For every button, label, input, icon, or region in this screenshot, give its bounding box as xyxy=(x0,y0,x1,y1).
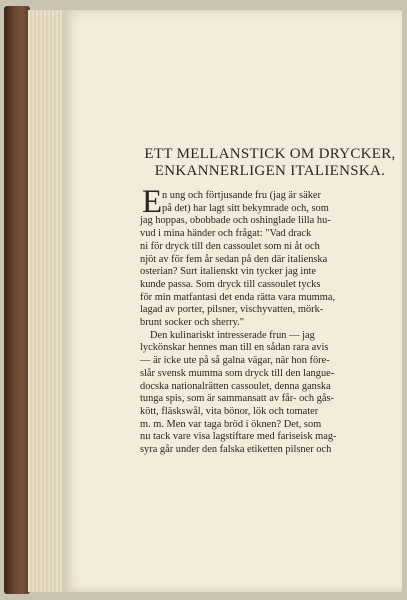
chapter-title-line-2: ENKANNERLIGEN ITALIENSKA. xyxy=(154,163,386,179)
text-line: ni för dryck till den cassoulet som ni åt och xyxy=(140,240,320,252)
text-line: Den kulinariskt intresserade frun — jag xyxy=(150,329,315,341)
chapter-title xyxy=(140,146,400,180)
text-line: lyckönskar hennes man till en sådan rara avis xyxy=(140,342,329,354)
text-line: tunga spis, som är sammansatt av får- och gås- xyxy=(140,393,334,405)
text-line: docska nationalrätten cassoulet, denna ganska xyxy=(140,380,331,392)
chapter-title-line-1: ETT MELLANSTICK OM DRYCKER, xyxy=(144,146,396,162)
text-line: för min matfantasi det enda rätta vara mumma, xyxy=(140,291,336,303)
text-line: osterian? Surt italienskt vin tycker jag inte xyxy=(140,266,317,278)
body-text xyxy=(140,190,390,457)
text-line: n ung och förtjusande fru (jag är säker xyxy=(162,190,321,201)
text-line: — är icke ute på så galna vägar, när hon före- xyxy=(140,355,330,367)
text-line: syra går under den falska etiketten pilsner och xyxy=(140,444,332,456)
text-line: lagad av porter, pilsner, vischyvatten, mörk- xyxy=(140,304,324,316)
text-line: jag hoppas, obobbade och oshinglade lilla hu- xyxy=(140,215,331,227)
text-line: m. m. Men var taga bröd i öknen? Det, som xyxy=(140,418,322,430)
text-line: nu tack vare visa lagstiftare med fariseisk mag- xyxy=(140,431,337,443)
text-line: kunde passa. Som dryck till cassoulet tycks xyxy=(140,278,321,290)
text-line: brunt socker och sherry." xyxy=(140,317,244,329)
text-line: njöt av för fem år sedan på den där italienska xyxy=(140,253,328,265)
drop-cap: E xyxy=(142,184,163,220)
text-line: slår svensk mumma som dryck till den langue- xyxy=(140,367,335,379)
text-line: vud i mina händer och frågat: "Vad drack xyxy=(140,228,312,240)
page-edges xyxy=(28,10,62,592)
text-line: kött, fläskswål, vita bönor, lök och tomater xyxy=(140,405,319,417)
book-cover-spine xyxy=(4,6,30,594)
text-line: på det) har lagt sitt bekymrade och, som xyxy=(162,202,329,214)
